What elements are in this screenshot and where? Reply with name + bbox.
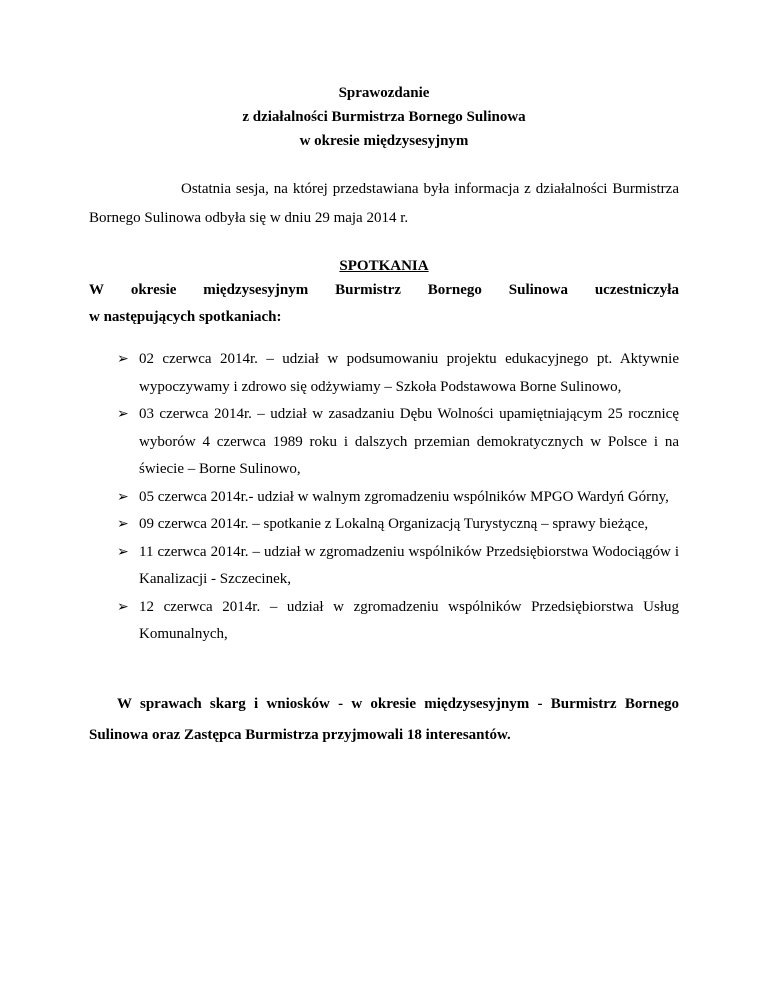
- arrow-bullet-icon: ➢: [117, 544, 129, 560]
- closing-paragraph: [89, 689, 679, 751]
- list-item: [117, 484, 679, 512]
- title-line-2: z działalności Burmistrza Bornego Sulinowa: [242, 109, 526, 125]
- section-intro-word: uczestniczyła: [594, 282, 679, 298]
- meeting-text: 11 czerwca 2014r. – udział w zgromadzeniu wspólników Przedsiębiorstwa Wodociągów i Kanalizacji - Szczecinek,: [139, 543, 679, 587]
- section-intro-word: Bornego: [427, 282, 482, 298]
- meeting-text: 05 czerwca 2014r.- udział w walnym zgromadzeniu wspólników MPGO Wardyń Górny,: [139, 488, 669, 505]
- section-intro-word: Burmistrz: [335, 282, 401, 298]
- meeting-text: 02 czerwca 2014r. – udział w podsumowaniu projektu edukacyjnego pt. Aktywnie wypoczywamy i zdrowo się odżywiamy – Szkoła Podstawowa Borne Sulinowo,: [139, 351, 679, 395]
- meeting-text: 09 czerwca 2014r. – spotkanie z Lokalną Organizacją Turystyczną – sprawy bieżące,: [139, 516, 649, 532]
- document-title: [0, 81, 768, 153]
- closing-text: W sprawach skarg i wniosków - w okresie międzysesyjnym - Burmistrz Bornego Sulinowa oraz Zastępca Burmistrza przyjmowali 18 interesantów.: [89, 696, 679, 743]
- list-item: [117, 346, 679, 401]
- title-line-3: w okresie międzysesyjnym: [299, 133, 469, 149]
- title-line-1: Sprawozdanie: [338, 85, 430, 101]
- meetings-list: [117, 346, 679, 649]
- list-item: [117, 539, 679, 594]
- intro-paragraph: [89, 175, 679, 233]
- arrow-bullet-icon: ➢: [117, 489, 129, 505]
- section-intro-word: okresie: [130, 282, 177, 298]
- list-item: [117, 594, 679, 649]
- arrow-bullet-icon: ➢: [117, 352, 129, 367]
- arrow-bullet-icon: ➢: [117, 517, 129, 532]
- section-intro-word: Sulinowa: [508, 282, 568, 298]
- list-item: [117, 511, 679, 539]
- meeting-text: 12 czerwca 2014r. – udział w zgromadzeniu wspólników Przedsiębiorstwa Usług Komunalnych,: [139, 598, 679, 642]
- section-intro-word: W: [89, 282, 104, 298]
- section-intro: [89, 277, 679, 331]
- list-item: [117, 401, 679, 484]
- meeting-text: 03 czerwca 2014r. – udział w zasadzaniu Dębu Wolności upamiętniającym 25 rocznicę wyborów 4 czerwca 1989 roku i dalszych przemian demokratycznych w Polsce i na świecie – Borne Sulinowo,: [139, 406, 679, 477]
- section-intro-word: międzysesyjnym: [203, 282, 309, 298]
- section-intro-line: [89, 277, 679, 304]
- intro-text: Ostatnia sesja, na której przedstawiana była informacja z działalności Burmistrza Bornego Sulinowa odbyła się w dniu 29 maja 2014 r.: [89, 181, 679, 226]
- section-heading: SPOTKANIA: [339, 258, 429, 274]
- arrow-bullet-icon: ➢: [117, 407, 129, 422]
- arrow-bullet-icon: ➢: [117, 599, 129, 615]
- section-intro-end: w następujących spotkaniach:: [89, 309, 282, 325]
